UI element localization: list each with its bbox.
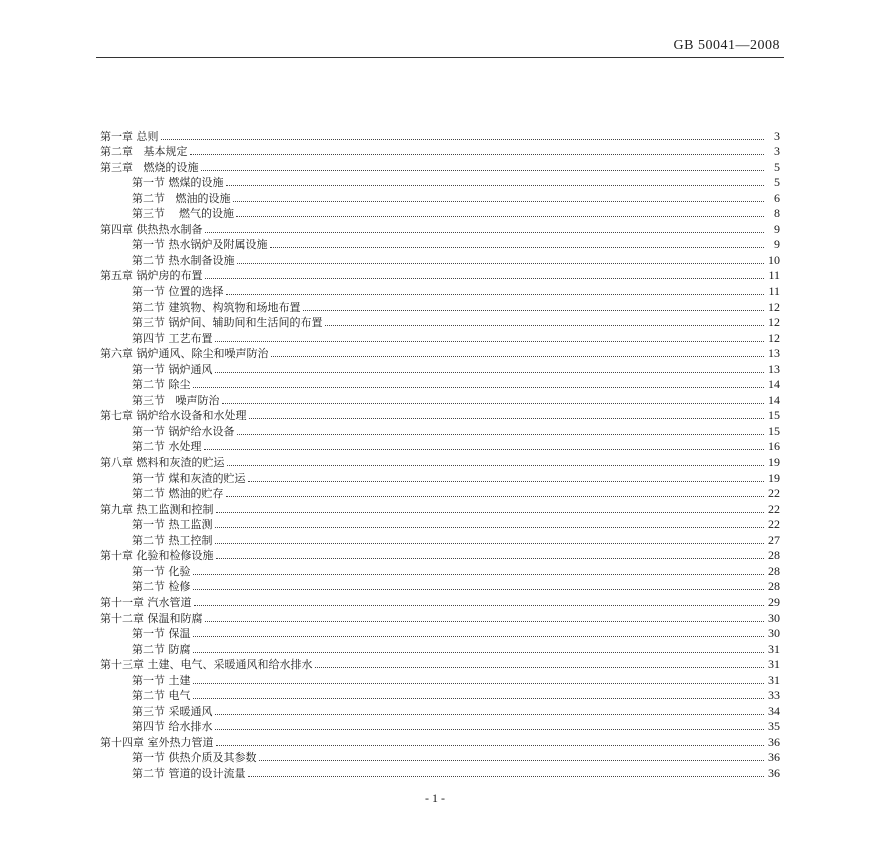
- toc-entry-page: 9: [774, 237, 780, 252]
- toc-entry-title: 热水制备设施: [168, 253, 235, 267]
- toc-entry-number: 第六章: [100, 347, 133, 361]
- toc-entry-title: 锅炉通风、除尘和噪声防治: [136, 347, 269, 361]
- toc-entry-page: 13: [768, 361, 780, 376]
- toc-section-entry[interactable]: [100, 765, 780, 781]
- toc-entry-title: 热工监测和控制: [136, 502, 214, 516]
- toc-section-entry[interactable]: [100, 672, 780, 688]
- toc-entry-title: 基本规定: [136, 145, 188, 159]
- toc-section-entry[interactable]: [100, 392, 780, 408]
- toc-entry-title: 燃料和灰渣的贮运: [136, 456, 225, 470]
- toc-entry-number: 第三节: [132, 207, 165, 221]
- toc-section-entry[interactable]: [100, 439, 780, 455]
- toc-entry-page: 14: [768, 392, 780, 407]
- dot-leader: [237, 433, 765, 435]
- dot-leader: [226, 184, 765, 186]
- toc-entry-number: 第五章: [100, 269, 133, 283]
- toc-entry-page: 3: [774, 128, 780, 143]
- toc-entry-number: 第二节: [132, 378, 165, 392]
- toc-entry-page: 5: [774, 159, 780, 174]
- toc-entry-page: 31: [768, 672, 780, 687]
- toc-entry-title: 煤和灰渣的贮运: [168, 471, 246, 485]
- toc-entry-title: 检修: [168, 580, 191, 594]
- dot-leader: [215, 728, 765, 730]
- toc-entry-title: 噪声防治: [168, 393, 220, 407]
- toc-entry-title: 水处理: [168, 440, 202, 454]
- toc-section-entry[interactable]: [100, 641, 780, 657]
- dot-leader: [193, 682, 765, 684]
- toc-section-entry[interactable]: [100, 517, 780, 533]
- dot-leader: [215, 371, 765, 373]
- dot-leader: [193, 588, 765, 590]
- toc-entry-title: 建筑物、构筑物和场地布置: [168, 300, 301, 314]
- toc-entry-title: 锅炉间、辅助间和生活间的布置: [168, 316, 323, 330]
- toc-entry-number: 第二节: [132, 689, 165, 703]
- toc-section-entry[interactable]: [100, 423, 780, 439]
- toc-entry-title: 热水锅炉及附属设施: [168, 238, 268, 252]
- toc-entry-title: 总则: [136, 129, 159, 143]
- toc-entry-title: 化验: [168, 564, 191, 578]
- toc-entry-page: 30: [768, 610, 780, 625]
- toc-chapter-entry[interactable]: [100, 594, 780, 610]
- dot-leader: [193, 573, 765, 575]
- toc-entry-page: 29: [768, 594, 780, 609]
- toc-entry-page: 12: [768, 299, 780, 314]
- toc-section-entry[interactable]: [100, 470, 780, 486]
- dot-leader: [205, 277, 765, 279]
- toc-entry-page: 14: [768, 377, 780, 392]
- toc-entry-title: 除尘: [168, 378, 191, 392]
- header-rule: [96, 57, 784, 58]
- toc-entry-page: 35: [768, 719, 780, 734]
- toc-entry-page: 19: [768, 470, 780, 485]
- toc-entry-title: 燃油的贮存: [168, 487, 224, 501]
- toc-section-entry[interactable]: [100, 750, 780, 766]
- dot-leader: [259, 759, 765, 761]
- dot-leader: [249, 417, 765, 419]
- toc-entry-title: 管道的设计流量: [168, 766, 246, 780]
- dot-leader: [204, 448, 765, 450]
- dot-leader: [161, 138, 765, 140]
- toc-entry-number: 第二节: [132, 533, 165, 547]
- toc-entry-page: 11: [768, 284, 780, 299]
- dot-leader: [237, 262, 765, 264]
- toc-section-entry[interactable]: [100, 237, 780, 253]
- toc-entry-page: 33: [768, 688, 780, 703]
- dot-leader: [226, 293, 765, 295]
- toc-entry-page: 31: [768, 657, 780, 672]
- toc-entry-page: 19: [768, 455, 780, 470]
- toc-entry-title: 热工控制: [168, 533, 213, 547]
- toc-section-entry[interactable]: [100, 330, 780, 346]
- toc-section-entry[interactable]: [100, 486, 780, 502]
- toc-entry-page: 36: [768, 734, 780, 749]
- toc-entry-number: 第一节: [132, 424, 165, 438]
- toc-entry-page: 11: [768, 268, 780, 283]
- toc-entry-number: 第一节: [132, 673, 165, 687]
- toc-chapter-entry[interactable]: [100, 268, 780, 284]
- toc-entry-page: 30: [768, 626, 780, 641]
- toc-entry-title: 供热热水制备: [136, 222, 203, 236]
- toc-entry-page: 6: [774, 190, 780, 205]
- toc-entry-page: 28: [768, 563, 780, 578]
- toc-entry-number: 第十一章: [100, 595, 144, 609]
- toc-chapter-entry[interactable]: [100, 128, 780, 144]
- toc-section-entry[interactable]: [100, 283, 780, 299]
- toc-chapter-entry[interactable]: [100, 454, 780, 470]
- toc-section-entry[interactable]: [100, 703, 780, 719]
- toc-entry-page: 28: [768, 579, 780, 594]
- toc-entry-number: 第一节: [132, 471, 165, 485]
- toc-entry-page: 28: [768, 548, 780, 563]
- toc-entry-title: 工艺布置: [168, 331, 213, 345]
- toc-entry-number: 第二节: [132, 580, 165, 594]
- dot-leader: [227, 464, 765, 466]
- toc-entry-number: 第一章: [100, 129, 133, 143]
- dot-leader: [233, 200, 765, 202]
- toc-entry-title: 防腐: [168, 642, 191, 656]
- toc-entry-title: 化验和检修设施: [136, 549, 214, 563]
- toc-entry-page: 34: [768, 703, 780, 718]
- toc-section-entry[interactable]: [100, 175, 780, 191]
- toc-entry-number: 第一节: [132, 564, 165, 578]
- toc-entry-title: 给水排水: [168, 720, 213, 734]
- toc-chapter-entry[interactable]: [100, 408, 780, 424]
- dot-leader: [226, 495, 765, 497]
- toc-chapter-entry[interactable]: [100, 657, 780, 673]
- toc-entry-title: 土建: [168, 673, 191, 687]
- toc-entry-title: 锅炉给水设备: [168, 424, 235, 438]
- toc-entry-number: 第一节: [132, 518, 165, 532]
- toc-entry-page: 8: [774, 206, 780, 221]
- toc-entry-number: 第一节: [132, 627, 165, 641]
- toc-entry-number: 第三章: [100, 160, 133, 174]
- toc-entry-title: 燃煤的设施: [168, 176, 224, 190]
- toc-entry-number: 第四节: [132, 720, 165, 734]
- toc-entry-number: 第十二章: [100, 611, 144, 625]
- dot-leader: [216, 557, 765, 559]
- toc-entry-title: 燃烧的设施: [136, 160, 199, 174]
- dot-leader: [193, 697, 765, 699]
- toc-entry-title: 位置的选择: [168, 285, 224, 299]
- toc-chapter-entry[interactable]: [100, 159, 780, 175]
- toc-chapter-entry[interactable]: [100, 501, 780, 517]
- dot-leader: [271, 355, 765, 357]
- toc-section-entry[interactable]: [100, 315, 780, 331]
- toc-chapter-entry[interactable]: [100, 548, 780, 564]
- toc-entry-number: 第十三章: [100, 658, 144, 672]
- toc-entry-page: 10: [768, 252, 780, 267]
- dot-leader: [236, 215, 764, 217]
- toc-entry-title: 燃气的设施: [168, 207, 234, 221]
- toc-section-entry[interactable]: [100, 626, 780, 642]
- toc-section-entry[interactable]: [100, 190, 780, 206]
- toc-entry-page: 3: [774, 144, 780, 159]
- toc-section-entry[interactable]: [100, 532, 780, 548]
- dot-leader: [215, 340, 765, 342]
- toc-entry-title: 热工监测: [168, 518, 213, 532]
- standard-code: GB 50041—2008: [673, 38, 780, 53]
- toc-entry-title: 保温和防腐: [147, 611, 203, 625]
- toc-entry-page: 15: [768, 408, 780, 423]
- toc-entry-title: 锅炉给水设备和水处理: [136, 409, 247, 423]
- toc-entry-number: 第三节: [132, 704, 165, 718]
- toc-entry-number: 第十章: [100, 549, 133, 563]
- toc-entry-number: 第四节: [132, 331, 165, 345]
- dot-leader: [215, 526, 765, 528]
- toc-entry-title: 燃油的设施: [168, 191, 231, 205]
- dot-leader: [216, 744, 765, 746]
- toc-entry-title: 保温: [168, 627, 191, 641]
- toc-entry-page: 15: [768, 423, 780, 438]
- toc-entry-title: 土建、电气、采暖通风和给水排水: [147, 658, 313, 672]
- page-number: - 1 -: [425, 791, 445, 805]
- dot-leader: [193, 386, 765, 388]
- toc-entry-number: 第一节: [132, 362, 165, 376]
- dot-leader: [215, 713, 765, 715]
- dot-leader: [194, 604, 765, 606]
- toc-entry-title: 汽水管道: [147, 595, 192, 609]
- toc-entry-page: 9: [774, 221, 780, 236]
- toc-entry-title: 锅炉房的布置: [136, 269, 203, 283]
- toc-chapter-entry[interactable]: [100, 144, 780, 160]
- toc-entry-number: 第一节: [132, 285, 165, 299]
- toc-entry-number: 第二节: [132, 440, 165, 454]
- table-of-contents: [100, 128, 780, 781]
- toc-entry-page: 12: [768, 330, 780, 345]
- toc-section-entry[interactable]: [100, 688, 780, 704]
- toc-entry-title: 采暖通风: [168, 704, 213, 718]
- toc-entry-number: 第二节: [132, 766, 165, 780]
- toc-entry-number: 第四章: [100, 222, 133, 236]
- dot-leader: [248, 480, 765, 482]
- toc-entry-title: 锅炉通风: [168, 362, 213, 376]
- dot-leader: [193, 635, 765, 637]
- dot-leader: [215, 542, 765, 544]
- toc-entry-number: 第七章: [100, 409, 133, 423]
- toc-entry-number: 第三节: [132, 316, 165, 330]
- toc-section-entry[interactable]: [100, 206, 780, 222]
- dot-leader: [303, 309, 765, 311]
- toc-entry-number: 第二节: [132, 300, 165, 314]
- toc-entry-number: 第九章: [100, 502, 133, 516]
- toc-entry-page: 36: [768, 750, 780, 765]
- toc-entry-number: 第二节: [132, 642, 165, 656]
- toc-chapter-entry[interactable]: [100, 346, 780, 362]
- toc-entry-page: 12: [768, 315, 780, 330]
- toc-entry-page: 31: [768, 641, 780, 656]
- dot-leader: [315, 666, 765, 668]
- toc-entry-number: 第一节: [132, 751, 165, 765]
- toc-chapter-entry[interactable]: [100, 610, 780, 626]
- toc-section-entry[interactable]: [100, 377, 780, 393]
- dot-leader: [201, 169, 765, 171]
- toc-entry-page: 16: [768, 439, 780, 454]
- toc-entry-number: 第二节: [132, 253, 165, 267]
- toc-entry-title: 供热介质及其参数: [168, 751, 257, 765]
- toc-entry-page: 5: [774, 175, 780, 190]
- toc-entry-number: 第十四章: [100, 735, 144, 749]
- toc-entry-page: 22: [768, 501, 780, 516]
- toc-entry-title: 电气: [168, 689, 191, 703]
- toc-section-entry[interactable]: [100, 252, 780, 268]
- dot-leader: [248, 775, 765, 777]
- toc-entry-number: 第二节: [132, 191, 165, 205]
- toc-entry-page: 22: [768, 486, 780, 501]
- dot-leader: [193, 651, 765, 653]
- dot-leader: [205, 620, 765, 622]
- toc-entry-number: 第三节: [132, 393, 165, 407]
- toc-entry-number: 第一节: [132, 238, 165, 252]
- toc-section-entry[interactable]: [100, 579, 780, 595]
- toc-section-entry[interactable]: [100, 299, 780, 315]
- toc-entry-page: 36: [768, 765, 780, 780]
- dot-leader: [216, 511, 765, 513]
- dot-leader: [205, 231, 765, 233]
- toc-entry-title: 室外热力管道: [147, 735, 214, 749]
- toc-entry-page: 27: [768, 532, 780, 547]
- toc-entry-number: 第二节: [132, 487, 165, 501]
- toc-section-entry[interactable]: [100, 719, 780, 735]
- toc-section-entry[interactable]: [100, 361, 780, 377]
- toc-chapter-entry[interactable]: [100, 734, 780, 750]
- toc-chapter-entry[interactable]: [100, 221, 780, 237]
- dot-leader: [325, 324, 765, 326]
- toc-entry-number: 第八章: [100, 456, 133, 470]
- toc-entry-number: 第一节: [132, 176, 165, 190]
- toc-section-entry[interactable]: [100, 563, 780, 579]
- toc-entry-page: 22: [768, 517, 780, 532]
- dot-leader: [222, 402, 765, 404]
- toc-entry-number: 第二章: [100, 145, 133, 159]
- dot-leader: [270, 246, 765, 248]
- toc-entry-page: 13: [768, 346, 780, 361]
- dot-leader: [190, 153, 765, 155]
